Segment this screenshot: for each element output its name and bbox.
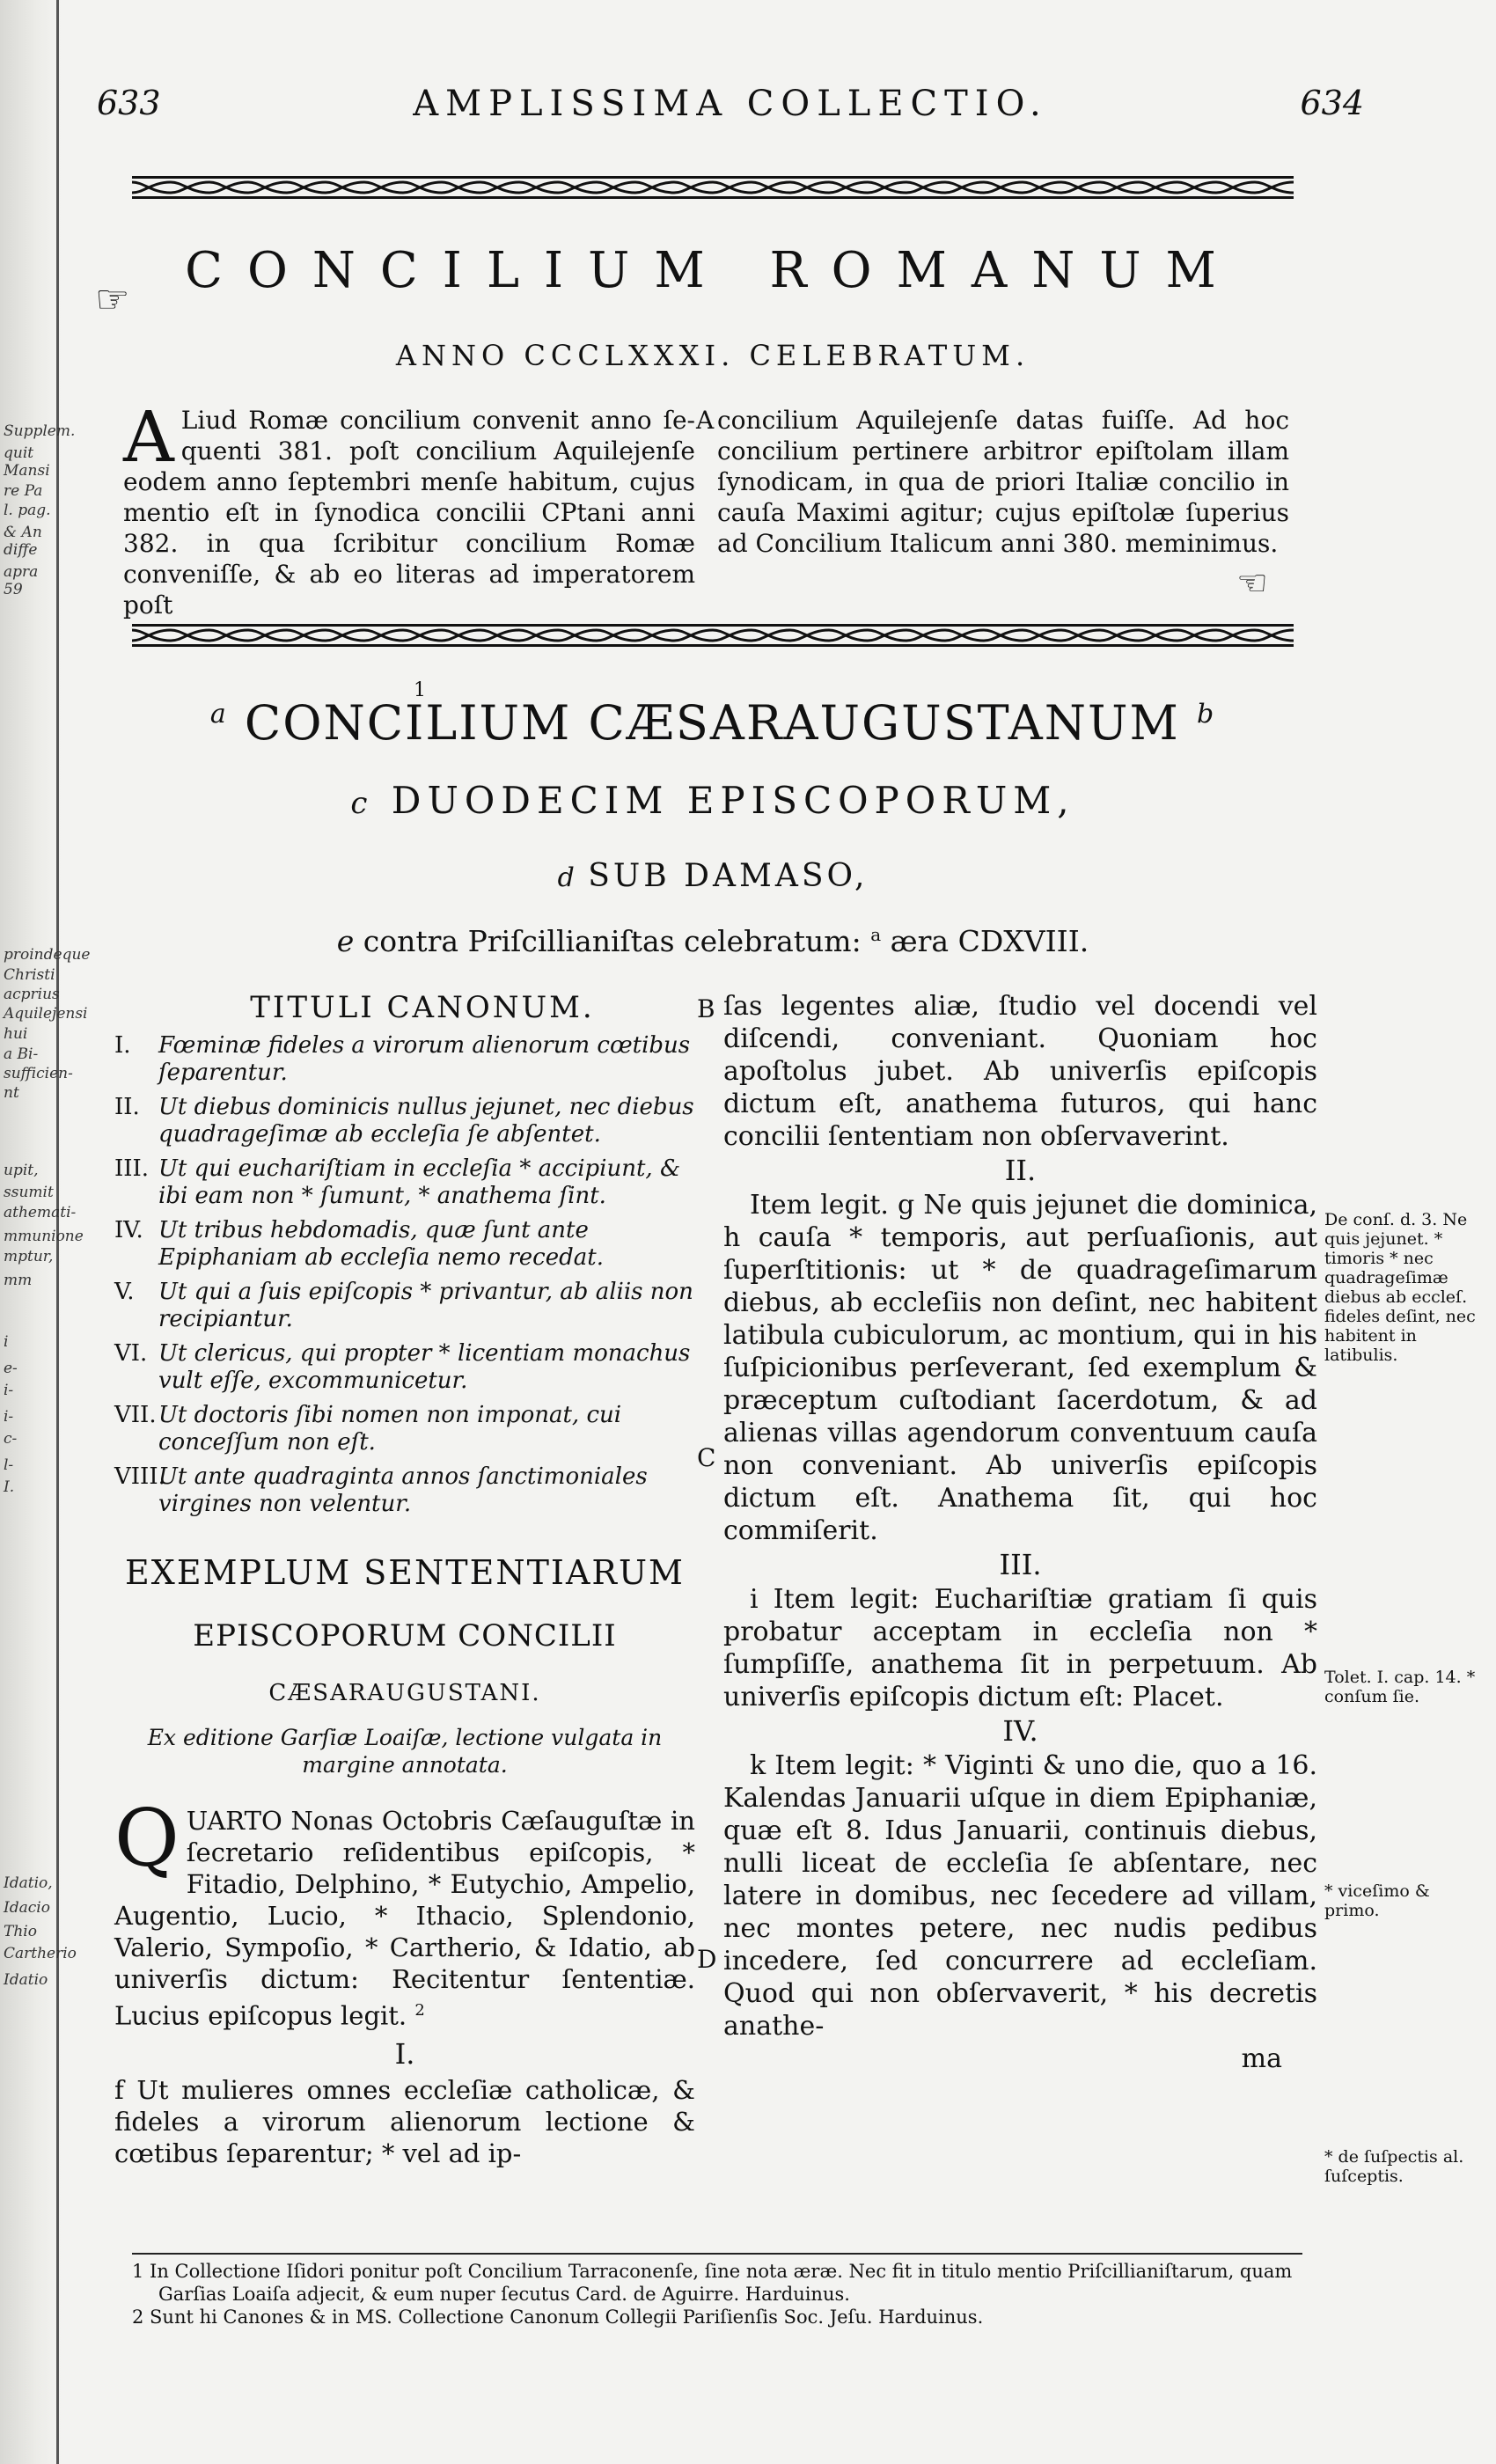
gutter-fragment-text: i-: [4, 1382, 14, 1399]
gutter-fragment-text: a Bi-: [4, 1045, 39, 1063]
section-title-concilium-romanum: CONCILIUM ROMANUM: [185, 242, 1241, 299]
margin-letter-d: D: [697, 1945, 717, 1974]
gutter-fragment-text: ssumit: [4, 1184, 54, 1201]
canon-number: V.: [114, 1279, 135, 1305]
canon-number: VI.: [114, 1340, 148, 1367]
intro-right-text: concilium Aquilejenſe datas fuiſſe. Ad hoc concilium pertinere arbitror epiſtolam illam ſynodicam, in qua de priori Italiæ concilio in cauſa Maximi agitur; cujus epiſtolæ ſuperius ad Concilium Italicum anni 380. meminimus.: [717, 406, 1289, 558]
pointing-hand-icon: ☞: [95, 277, 130, 322]
canon-title-text: Ut tribus hebdomadis, quæ ſunt ante Epiphaniam ab eccleſia nemo recedat.: [158, 1217, 604, 1271]
gutter-fragment-text: diffe: [4, 541, 38, 559]
intro-left-text: Liud Romæ concilium convenit anno ſe-quenti 381. poſt concilium Aquilejenſe eodem anno ſeptembri menſe habitum, cujus mentio eſt in ſynodica concilii CPtani anni 382. in qua ſcribitur concilium Romæ conveniſſe, & ab eo literas ad imperatorem poſt: [123, 406, 695, 620]
canon-title-item: [114, 1032, 695, 1087]
canon-number: VIII.: [114, 1463, 165, 1490]
gutter-fragment-text: c-: [4, 1430, 18, 1448]
canon-title-item: [114, 1340, 695, 1395]
gutter-fragment-text: proindeque: [4, 946, 91, 964]
right-column: [723, 990, 1317, 2075]
section-number-ii: II.: [1004, 1154, 1037, 1187]
gutter-fragment-text: Idacio: [4, 1899, 50, 1917]
running-title: AMPLISSIMA COLLECTIO.: [413, 84, 1048, 124]
gutter-fragment-text: i: [4, 1333, 9, 1351]
gutter-fragment-text: acprius: [4, 986, 60, 1003]
intro-right-column: [696, 405, 1289, 559]
intro-left-column: [123, 396, 695, 620]
note-marker-b: b: [1196, 699, 1216, 730]
gutter-fragment-text: quit: [4, 444, 34, 462]
gutter-fragment-text: Aquilejensi: [4, 1005, 88, 1023]
margin-note-1: De conſ. d. 3. Ne quis jejunet. * timoris * nec quadrageſimæ diebus ab eccleſ. fideles deſint, nec habitent in latibulis.: [1324, 1210, 1476, 1365]
canon-title-text: Ut qui a ſuis epiſcopis * privantur, ab aliis non recipiantur.: [158, 1279, 693, 1332]
canon-title-text: Ut ante quadraginta annos ſanctimoniales virgines non velentur.: [158, 1463, 648, 1517]
gutter-fragment-text: hui: [4, 1025, 28, 1043]
gutter-fragment-text: Idatio: [4, 1971, 48, 1989]
canon-title-text: Ut qui euchariſtiam in eccleſia * accipiunt, & ibi eam non * ſumunt, * anathema ſint.: [158, 1155, 681, 1209]
section-title-caesaraugustanum: [132, 695, 1294, 751]
canon-title-text: Ut doctoris ſibi nomen non imponat, cui conceſſum non eſt.: [158, 1402, 622, 1456]
section-line-contra: [132, 924, 1294, 958]
gutter-fragment-text: I.: [4, 1478, 15, 1496]
exemplum-title-2: EPISCOPORUM CONCILII: [193, 1618, 617, 1654]
canon-title-item: [114, 1402, 695, 1456]
right-paragraph-1: ſas legentes aliæ, ſtudio vel docendi vel diſcendi, conveniant. Quoniam hoc apoſtolus jubet. Ab univerſis epiſcopis dictum eſt, anathema futuros, qui hanc concilii ſententiam non obſervaverint.: [723, 991, 1317, 1152]
tituli-heading: TITULI CANONUM.: [250, 990, 595, 1025]
gutter-fragment-text: athemati-: [4, 1204, 77, 1221]
gutter-fragment-text: l-: [4, 1456, 14, 1474]
section-number-i: I.: [394, 2036, 415, 2071]
note-marker-a2: a: [870, 924, 882, 945]
gutter-fragment-text: upit,: [4, 1162, 39, 1179]
edition-note: Ex editione Garſiæ Loaiſæ, lectione vulgata in margine annotata.: [147, 1725, 663, 1778]
canon-list: [114, 1032, 695, 1518]
gutter-fragment-text: Idatio,: [4, 1874, 53, 1892]
footnote-2: 2 Sunt hi Canones & in MS. Collectione Canonum Collegii Pariſienſis Soc. Jeſu. Harduinus.: [132, 2306, 984, 2328]
note-marker-c: c: [350, 786, 374, 821]
exemplum-paragraph-text: UARTO Nonas Octobris Cæſauguſtæ in ſecretario reſidentibus epiſcopis, * Fitadio, Delphino, * Eutychio, Ampelio, Augentio, Lucio, * Ithacio, Splendonio, Valerio, Sympoſio, * Cartherio, & Idatio, ab univerſis dictum: Recitentur ſententiæ. Lucius epiſcopus legit.: [114, 1806, 695, 2031]
margin-note-4: * de ſuſpectis al. ſuſceptis.: [1324, 2147, 1464, 2186]
gutter-fragment-text: re Pa: [4, 482, 43, 500]
line-duodecim-text: DUODECIM EPISCOPORUM,: [391, 779, 1075, 822]
canon-title-item: [114, 1094, 695, 1148]
canon-number: II.: [114, 1094, 140, 1120]
exemplum-title: EXEMPLUM SENTENTIARUM: [125, 1553, 685, 1592]
footnotes: [132, 2260, 1302, 2328]
exemplum-title-3: CÆSARAUGUSTANI.: [268, 1680, 541, 1706]
page-number-right: 634: [1300, 84, 1364, 122]
note-marker-d: d: [557, 862, 575, 893]
note-marker-a: a: [209, 699, 228, 730]
section-line-sub-damaso: [132, 858, 1294, 894]
footnote-1: 1 In Collectione Iſidori ponitur poſt Concilium Tarraconenſe, ſine nota æræ. Nec fit in titulo mentio Priſcillianiſtarum, quam Garſias Loaiſa adjecit, & eum nuper ſecutus Card. de Aguirre. Harduinus.: [132, 2261, 1293, 2305]
gutter-fragment-text: e-: [4, 1360, 18, 1377]
gutter-fragment-text: mptur,: [4, 1248, 54, 1265]
right-paragraph-4: k Item legit: * Viginti & uno die, quo a 16. Kalendas Januarii uſque in diem Epiphaniæ, quæ eſt 8. Idus Januarii, continuis diebus, nulli liceat de eccleſia ſe abſentare, nec latere in domibus, nec ſecedere ad villam, nec montes petere, nec nudis pedibus incedere, ſed concurrere ad eccleſiam. Quod qui non obſervaverit, * his decretis anathe-: [723, 1750, 1317, 2042]
gutter-fragment-text: Mansi: [4, 462, 50, 480]
margin-letter-a: A: [696, 406, 715, 435]
canon-title-text: Ut clericus, qui propter * licentiam monachus vult eſſe, excommunicetur.: [158, 1340, 691, 1394]
pointing-hand-end-icon: ☜: [1236, 563, 1268, 604]
margin-letter-b: B: [697, 994, 715, 1023]
line-sub-damaso-text: SUB DAMASO,: [588, 858, 869, 894]
note-marker-1: 1: [414, 679, 426, 701]
left-column: [114, 990, 695, 2169]
right-paragraph-3: i Item legit: Euchariſtiæ gratiam ſi quis probatur acceptam in eccleſia non * ſumpſiſſe, anathema ſit in perpetuum. Ab univerſis epiſcopis dictum eſt: Placet.: [723, 1584, 1317, 1712]
line-contra-text: contra Priſcillianiſtas celebratum:: [363, 924, 862, 958]
canon-title-text: Ut diebus dominicis nullus jejunet, nec diebus quadrageſimæ ab eccleſia ſe abſentet.: [158, 1094, 694, 1148]
gutter-fragment-text: l. pag.: [4, 502, 51, 519]
canon-number: VII.: [114, 1402, 157, 1428]
gutter-fragment-text: & An: [4, 524, 42, 541]
gutter-fragment-text: 59: [4, 581, 23, 598]
gutter-fragment-text: Thio: [4, 1923, 37, 1940]
margin-letter-c: C: [697, 1443, 716, 1472]
catchword: ma: [1241, 2043, 1282, 2074]
canon-number: IV.: [114, 1217, 143, 1243]
gutter-fragment-text: nt: [4, 1084, 19, 1102]
ornamental-rule-top: [132, 174, 1294, 201]
right-paragraph-2: Item legit. g Ne quis jejunet die dominica, h cauſa * temporis, aut perſuaſionis, aut ſuperſtitionis: ut * de quadrageſimarum diebus, ab eccleſiis non deſint, nec habitent latibula cubiculorum, ac montium, qui in his ſuſpicionibus perſeverant, ſed exemplum & præceptum cuſtodiant ſacerdotum, & ad alienas villas agendorum conventuum cauſa non conveniant. Ab univerſis epiſcopis dictum eſt. Anathema ſit, qui hoc commiſerit.: [723, 1190, 1317, 1546]
section-number-iii: III.: [999, 1548, 1042, 1581]
running-header: [97, 84, 1364, 136]
canon-title-item: [114, 1155, 695, 1210]
gutter-fragment-text: sufficien-: [4, 1065, 73, 1082]
gutter-fragment-text: mm: [4, 1272, 33, 1289]
title-text: CONCILIUM CÆSARAUGUSTANUM: [244, 695, 1180, 751]
gutter-fragment-text: i-: [4, 1408, 14, 1426]
section-number-iv: IV.: [1002, 1714, 1038, 1748]
drop-cap-q: Q: [114, 1793, 180, 1885]
gutter-fragment-text: Supplem.: [4, 422, 76, 440]
section-subtitle-anno: ANNO CCCLXXXI. CELEBRATUM.: [395, 339, 1030, 372]
line-aera-text: æra CDXVIII.: [890, 924, 1089, 958]
gutter-fragment-text: apra: [4, 563, 39, 581]
footnote-rule: [132, 2253, 1302, 2255]
canon-1-text: f Ut mulieres omnes eccleſiæ catholicæ, & fideles a virorum alienorum lectione & cœtibus ſeparentur; * vel ad ip-: [114, 2074, 695, 2168]
footnote-marker-2: 2: [414, 2001, 425, 2020]
gutter-fragment-text: mmunione: [4, 1228, 84, 1245]
exemplum-paragraph: [114, 1793, 695, 2032]
gutter-fragment-text: Cartherio: [4, 1945, 77, 1962]
canon-title-item: [114, 1217, 695, 1272]
drop-cap-a: A: [123, 396, 174, 478]
margin-note-3: * viceſimo & primo.: [1324, 1881, 1430, 1920]
canon-title-item: [114, 1463, 695, 1518]
canon-title-text: Fœminæ fideles a virorum alienorum cœtibus ſeparentur.: [158, 1032, 691, 1086]
section-line-duodecim: [132, 779, 1294, 822]
ornamental-rule-middle: [132, 622, 1294, 649]
note-marker-e: e: [336, 924, 355, 958]
canon-title-item: [114, 1279, 695, 1333]
canon-number: I.: [114, 1032, 131, 1059]
canon-number: III.: [114, 1155, 150, 1182]
page-number-left: 633: [97, 84, 161, 122]
margin-note-2: Tolet. I. cap. 14. * conſum ſie.: [1324, 1668, 1476, 1706]
gutter-fragment-text: Christi: [4, 966, 55, 984]
